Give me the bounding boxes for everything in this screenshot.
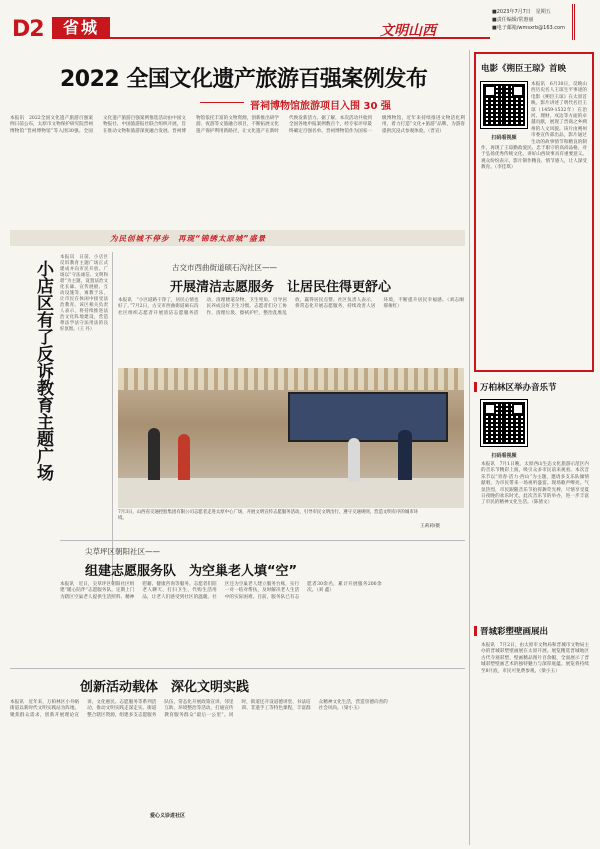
page-code: D2	[12, 17, 44, 42]
story3-top-rule	[10, 668, 465, 669]
header-date: ■2023年7月7日 星期五	[492, 9, 551, 15]
banner-text: 为民创城不停步 再现“锦绣太原城”盛景	[110, 234, 267, 243]
left-strip-divider	[112, 252, 113, 582]
sidebar3-marker	[474, 626, 477, 636]
photo-floor	[118, 478, 464, 508]
photo-ceiling	[118, 368, 464, 390]
lead-subtitle: 晋祠博物馆旅游项目入围 30 强	[250, 101, 391, 112]
lead-body: 本报讯 2022全国文化遗产旅游百强案例日前公布，太原市文物保护研究院晋祠博物馆“晋祠博物馆”等入围30强。全国文化遗产旅游百强案例推选活动由中国文物报社、中国旅游报社联合组织开展，旨在推动文物和旅游深度融合发展。晋祠博物馆依托丰富的文物资源，创新推出研学游、夜游等文旅融合项目，不断拓展文化遗产保护利用新路径，让文化遗产在新时代焕发新活力。据了解，本次活动共收到全国各地申报案例数百个，经专家评审最终确定百强名单。晋祠博物馆作为国家一级博物馆，近年来持续推进文物活化利用，着力打造“文化+旅游”品牌，为游客提供沉浸式参观体验。（晋宣）	[10, 116, 465, 134]
sidebar2-marker	[474, 382, 477, 392]
event-photo	[118, 368, 464, 508]
sidebar1-body: 本报讯 6月30日，反映山西历史名人王琼生平事迹的电影《朔臣王琼》在太原首映。影片讲述了明代名臣王琼（1459-1532年）在治河、理财、戍边等方面的卓越贡献，展现了晋商之乡朔州的人文风貌。该片由朔州市委宣传部出品，影片通过生动的故事情节和精良的制作，再现了王琼勤政爱民、忠于职守的高尚品格，对于弘扬优秀传统文化、讲好山西故事具有重要意义。观众纷纷表示，影片制作精良、情节感人，让人深受教育。（李佳琪）	[481, 82, 587, 171]
story3-body: 本报讯 近年来，万柏林区小井峪街道以新时代文明实践站为阵地，聚焦群众需求，创新开展理论宣讲、文化惠民、志愿服务等系列活动，推动文明实践走深走实。街道整合辖区资源，组建多支志愿服务队伍，常态化开展政策宣讲、邻里互助、环境整治等活动，打通宣传教育服务群众“最后一公里”。同时，街道还开设道德讲堂、书法培训、非遗手工等特色课程，丰富群众精神文化生活，营造崇德向善的社会风尚。（梁小玉）	[10, 700, 388, 718]
story2-kicker: 尖草坪区朝阳社区——	[85, 547, 160, 556]
left-strip-body: 本报讯 日前，小店区反诉教育主题广场正式建成并向市民开放。广场以“守法诚信、文明和谐”为主题，设置法治文化长廊、宣传展板、互动设施等，寓教于乐，让市民在休闲中接受法治教育。该区相关负责人表示，将持续推进法治文化阵地建设，营造尊法学法守法用法的良好氛围。（王 丹）	[60, 255, 108, 332]
story2-title: 组建志愿服务队 为空巢老人填“空”	[85, 564, 298, 579]
photo-people-1	[148, 428, 160, 480]
left-strip-title: 小店区有了反诉教育主题广场	[33, 260, 53, 481]
photo-credit: 王莉莉/摄	[420, 524, 440, 529]
story1-body: 本报讯 “小区道路干净了，居民心情也好了。”7月2日，古交市西曲街道硕石沟社区组织志愿者开展清洁志愿服务活动，清理楼道杂物、卫生死角，引导居民养成良好卫生习惯。志愿者们分工协作，清理垃圾、擦拭护栏，整治乱堆乱放，赢得居民点赞。社区负责人表示，将常态化开展志愿服务，持续改善人居环境，不断提升居民幸福感。（刘志刚 郝俊红）	[118, 298, 469, 316]
story1-title: 开展清洁志愿服务 让居民住得更舒心	[170, 280, 392, 295]
story2-top-rule	[60, 540, 465, 541]
story3-subhead: 爱心义诊进社区	[150, 813, 186, 819]
photo-caption: 7月3日，山西省交通控股集团有限公司志愿者走进太原中心广场，开展文明宣传志愿服务活动，引导市民文明出行、遵守交通规则，营造文明有序的城市环境。	[118, 510, 418, 522]
page-corner	[572, 4, 596, 40]
photo-people-3	[348, 438, 360, 482]
story3-title: 创新活动载体 深化文明实践	[80, 680, 250, 695]
sidebar2-body: 本报讯 7月1日晚，太原西山生态文化旅游示范区内的音乐节精彩上演，吸引众多市民前来观看。本次音乐节以“青春·活力·西山”为主题，邀请多支乐队倾情献唱，为市民带来一场视听盛宴。现场歌声嘹亮、气氛热烈，市民跟随音乐节拍挥舞荧光棒，尽情享受夏日夜晚的欢乐时光。此次音乐节的举办，进一步丰富了市民的精神文化生活。（陈倩文）	[481, 462, 589, 506]
header-editor: ■责任编辑/常惠丽	[492, 17, 534, 23]
section-tab: 省城	[52, 17, 110, 39]
sidebar3-title: 晋城彩塑壁画展出	[480, 627, 549, 637]
sidebar2-qr-code[interactable]	[481, 400, 527, 446]
story2-body: 本报讯 近日，尖草坪区朝阳社区组建“暖心陪伴”志愿服务队，定期上门为辖区空巢老人提供生活照料、精神慰藉、健康咨询等服务。志愿者们陪老人聊天、打扫卫生、代购生活用品，让老人们感受到社区的温暖。社区还为空巢老人建立服务台账，实行一对一结对帮扶，及时解决老人生活中的实际困难。目前，服务队已有志愿者30余名，累计开展服务200余次。（刘 鑫）	[60, 582, 382, 600]
sidebar1-qr-caption: 扫码看视频	[491, 135, 517, 141]
sidebar3-body: 本报讯 7月2日，由太原市文物局和晋城市文物局主办的晋城彩塑壁画展在太原开展。展览精选晋城地区古代寺观彩塑、壁画精品图片百余幅，全面展示了晋城彩塑壁画艺术的独特魅力与深厚底蕴。展览将持续至8月底，市民可免费参观。（梁小玉）	[481, 643, 589, 674]
column-divider	[469, 50, 470, 845]
subtitle-rule	[200, 102, 244, 103]
photo-people-4	[398, 430, 412, 480]
masthead-logo: 文明山西	[380, 23, 436, 39]
story1-kicker: 古交市西曲街道硕石沟社区——	[172, 263, 277, 272]
sidebar2-qr-caption: 扫码看视频	[491, 453, 517, 459]
sidebar2-title: 万柏林区举办音乐节	[480, 383, 557, 393]
photo-people-2	[178, 434, 190, 480]
lead-title: 2022 全国文化遗产旅游百强案例发布	[60, 67, 428, 92]
sidebar1-title: 电影《朔臣王琼》首映	[481, 64, 567, 74]
page-header	[0, 0, 600, 46]
photo-screen	[288, 392, 448, 442]
header-email: ■电子邮箱/wmsxrb@163.com	[492, 25, 565, 31]
